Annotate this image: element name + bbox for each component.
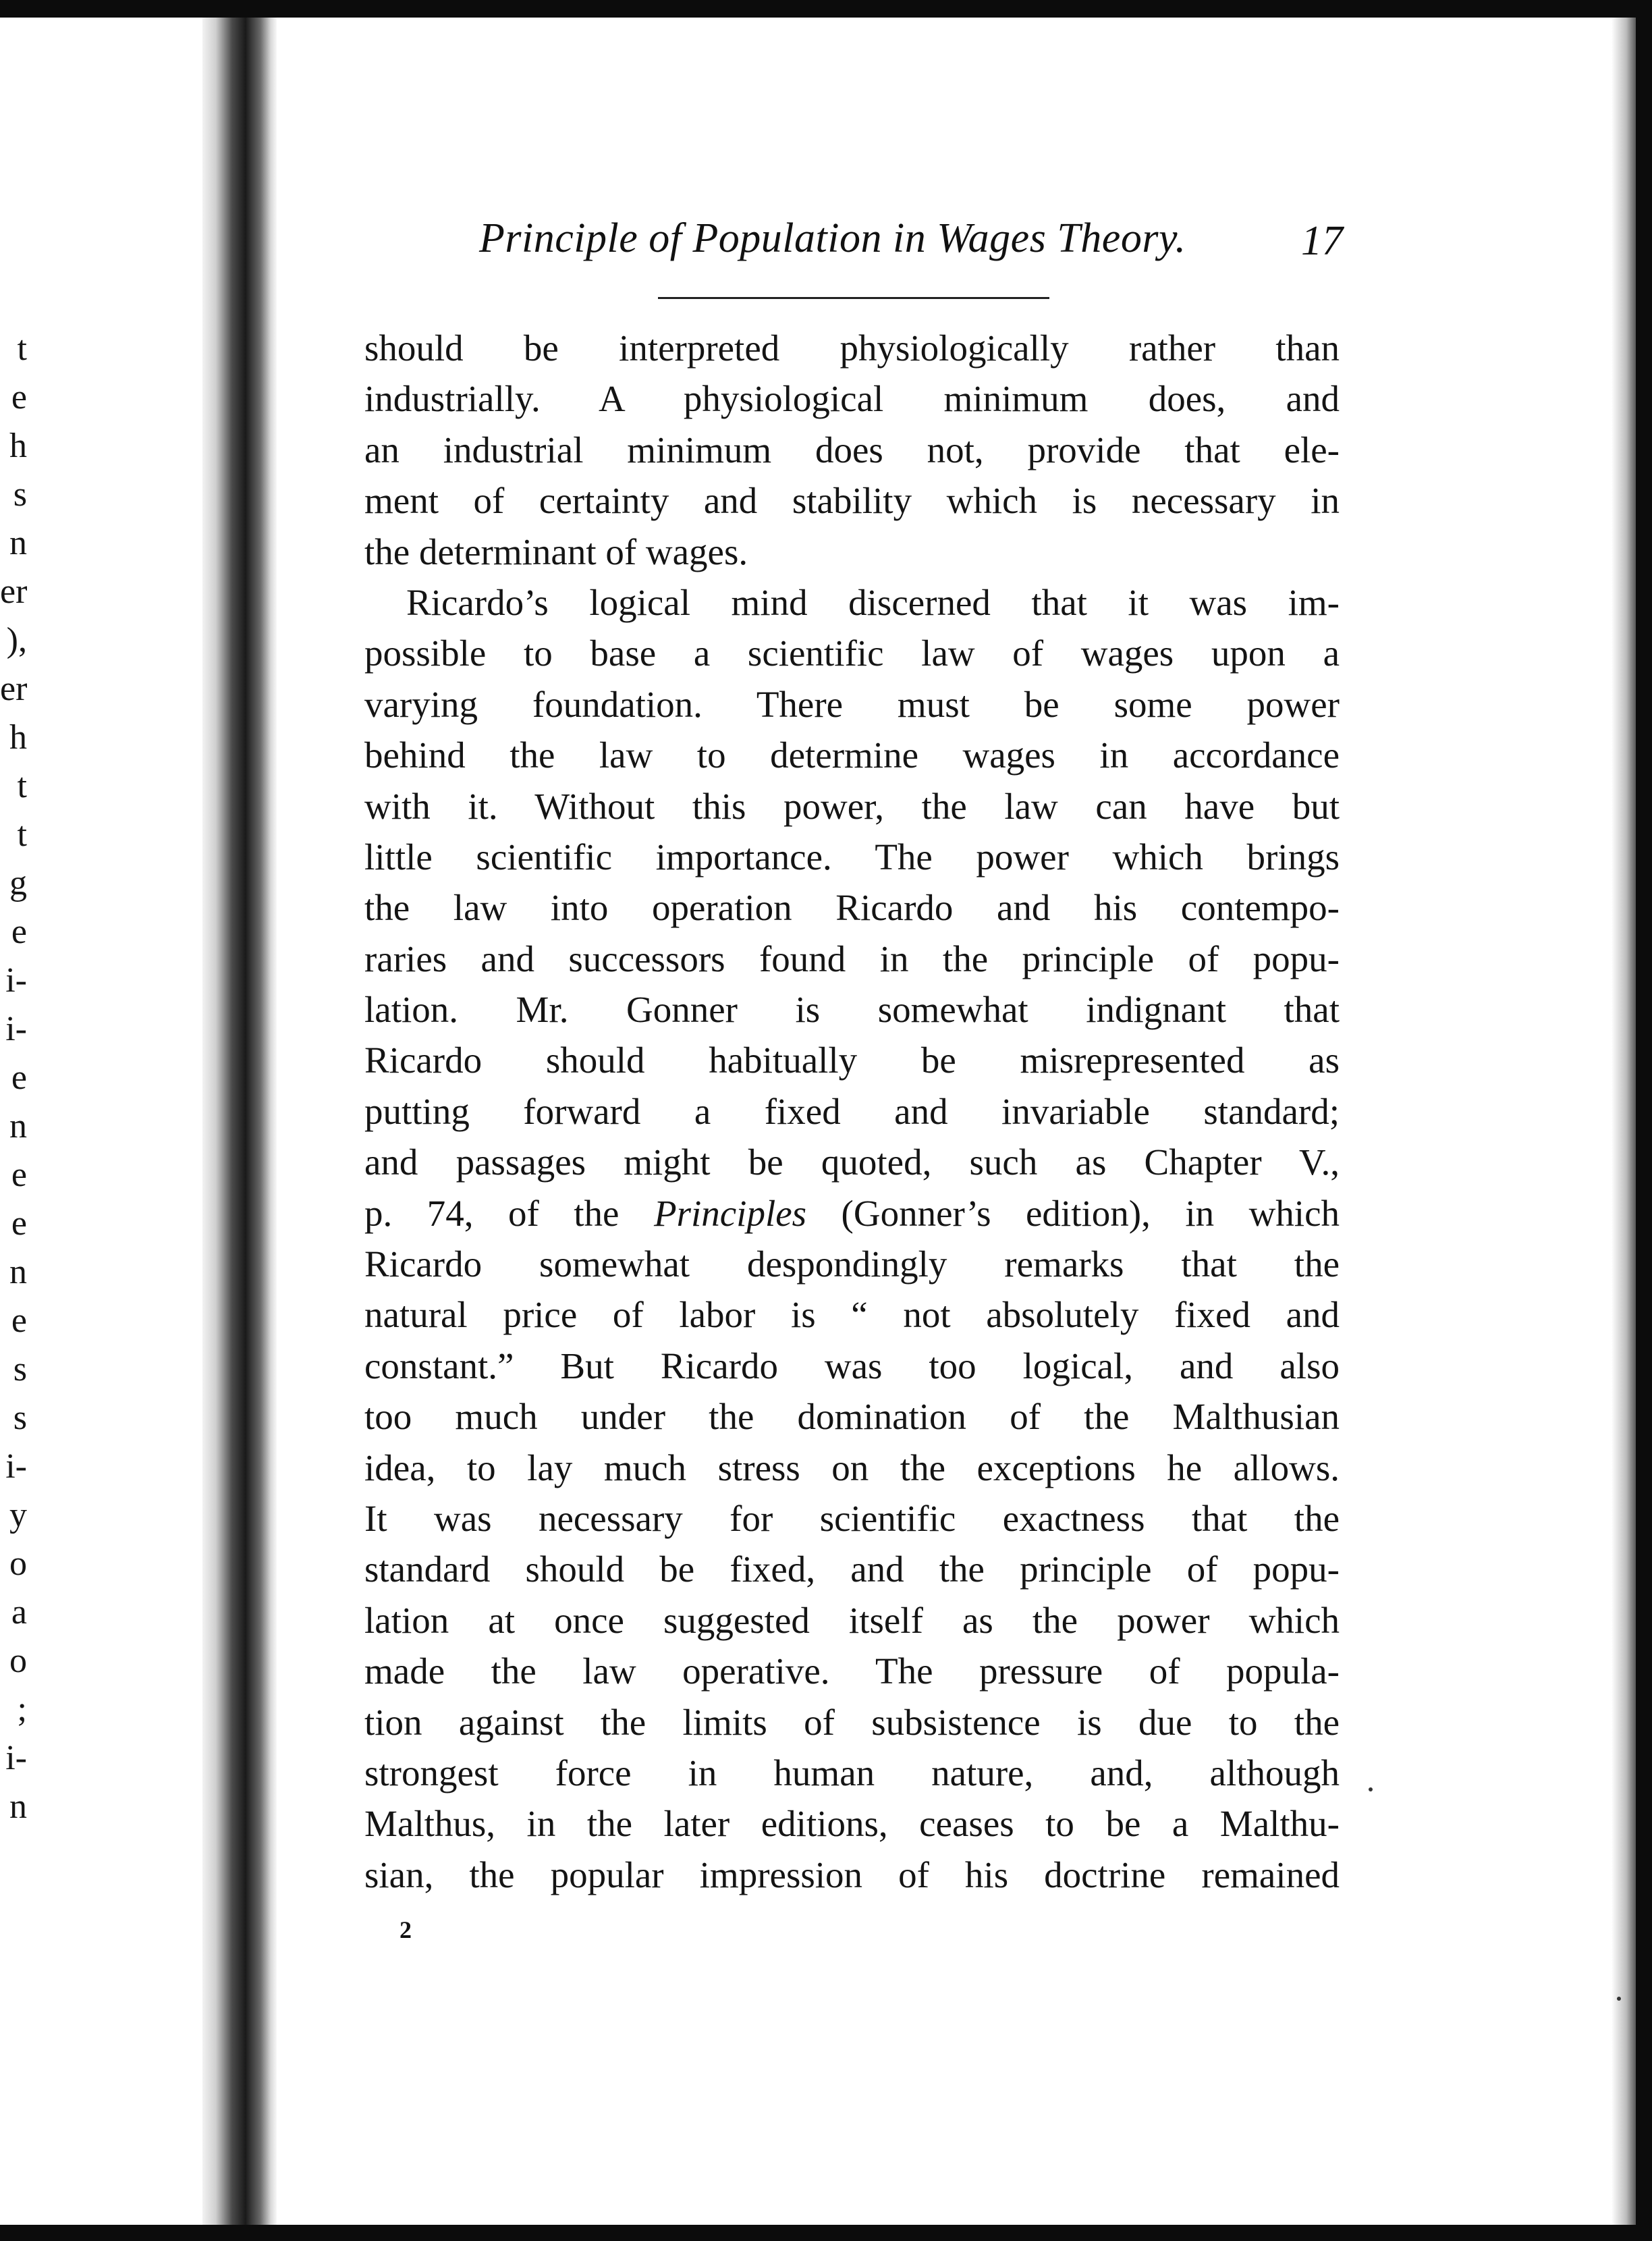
text-line: industrially. A physiological minimum does, and [364, 378, 1340, 420]
left-page-fragment: t [17, 329, 27, 368]
left-page-fragment: n [9, 1253, 27, 1291]
text-line: behind the law to determine wages in accordance [364, 734, 1340, 776]
left-page-fragment: s [13, 475, 27, 514]
page-header [378, 215, 1343, 275]
left-page-fragment: s [13, 1350, 27, 1388]
signature-mark: 2 [400, 1916, 412, 1943]
page-number: 17 [1301, 218, 1343, 264]
body-text [364, 323, 1340, 1900]
left-page-fragment: n [9, 1787, 27, 1826]
text-line: the determinant of wages. [364, 531, 748, 572]
left-page-fragment: o [9, 1642, 27, 1680]
text-line: strongest force in human nature, and, although [364, 1752, 1340, 1793]
left-page-fragment: n [9, 524, 27, 562]
left-page-text-fragments [0, 325, 27, 1831]
left-page-fragment: s [13, 1399, 27, 1437]
left-page-fragment: ; [17, 1690, 27, 1729]
text-line: possible to base a scientific law of wages upon a [364, 632, 1340, 674]
scan-speck [1617, 1997, 1621, 2001]
left-page-fragment: o [9, 1544, 27, 1583]
left-page-fragment: ), [6, 621, 27, 659]
left-page-fragment: h [9, 427, 27, 465]
header-rule [658, 297, 1049, 299]
left-page-fragment: e [11, 1204, 27, 1243]
left-page-fragment: t [17, 815, 27, 854]
left-page-fragment: e [11, 913, 27, 951]
text-line: ment of certainty and stability which is necessary in [364, 480, 1340, 522]
text-line: putting forward a fixed and invariable standard; [364, 1090, 1340, 1132]
left-page-fragment: a [11, 1593, 27, 1631]
text-line: natural price of labor is “ not absolutely fixed and [364, 1294, 1340, 1336]
text-line: tion against the limits of subsistence is due to the [364, 1701, 1340, 1743]
book-gutter [202, 18, 277, 2225]
left-page-fragment: er [0, 572, 27, 611]
left-page-fragment: i- [5, 1010, 27, 1048]
left-page-fragment: i- [5, 1739, 27, 1777]
left-page-fragment: e [11, 378, 27, 416]
text-line: and passages might be quoted, such as Chapter V., [364, 1141, 1340, 1183]
left-page-edge [0, 18, 202, 2225]
left-page-fragment: e [11, 1156, 27, 1194]
left-page-fragment: g [9, 864, 27, 902]
book-title-principles: Principles [653, 1192, 807, 1234]
page-edge-shadow [1612, 18, 1636, 2225]
text-line: little scientific importance. The power which brings [364, 836, 1340, 878]
text-line: with it. Without this power, the law can have but [364, 785, 1340, 827]
scan-speck [1369, 1787, 1373, 1791]
left-page-fragment: er [0, 670, 27, 708]
left-page-fragment: h [9, 718, 27, 757]
text-line: It was necessary for scientific exactness that the [364, 1497, 1340, 1539]
left-page-fragment: y [9, 1496, 27, 1534]
text-line: sian, the popular impression of his doctrine remained [364, 1854, 1340, 1895]
running-title: Principle of Population in Wages Theory. [479, 215, 1186, 261]
text-line: lation at once suggested itself as the power which [364, 1599, 1340, 1641]
left-page-fragment: n [9, 1107, 27, 1145]
text-line: raries and successors found in the principle of popu- [364, 938, 1340, 979]
text-line: Malthus, in the later editions, ceases to be a Malthu- [364, 1803, 1340, 1845]
text-line: should be interpreted physiologically rather than [364, 327, 1340, 369]
left-page-fragment: e [11, 1058, 27, 1097]
text-line: an industrial minimum does not, provide that ele- [364, 429, 1340, 470]
text-line: idea, to lay much stress on the exceptions he allows. [364, 1447, 1340, 1488]
left-page-fragment: e [11, 1301, 27, 1340]
text-line: the law into operation Ricardo and his contempo- [364, 887, 1340, 929]
text-line: made the law operative. The pressure of popula- [364, 1650, 1340, 1692]
text-line: varying foundation. There must be some power [364, 683, 1340, 725]
text-line: constant.” But Ricardo was too logical, and also [364, 1345, 1340, 1386]
left-page-fragment: i- [5, 961, 27, 1000]
text-line: standard should be fixed, and the principle of popu- [364, 1548, 1340, 1590]
text-line: Ricardo should habitually be misrepresented as [364, 1040, 1340, 1081]
text-line: Ricardo somewhat despondingly remarks that the [364, 1243, 1340, 1285]
text-line: too much under the domination of the Malthusian [364, 1396, 1340, 1438]
line-prefix: p. 74, of the [364, 1192, 654, 1234]
left-page-fragment: i- [5, 1447, 27, 1486]
text-line-with-italic [364, 1188, 1340, 1239]
line-suffix: (Gonner’s edition), in which [806, 1192, 1340, 1234]
paragraph-start-line: Ricardo’s logical mind discerned that it was im- [406, 581, 1340, 623]
text-line: lation. Mr. Gonner is somewhat indignant that [364, 989, 1340, 1031]
left-page-fragment: t [17, 767, 27, 805]
